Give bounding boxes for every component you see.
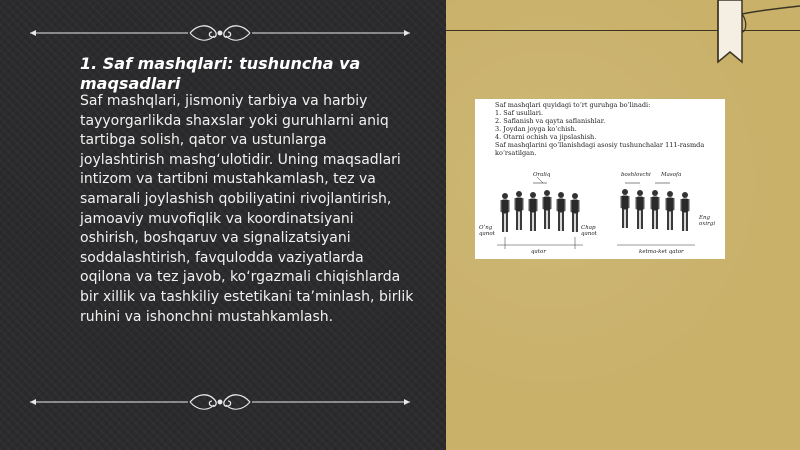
figure-label-oraliq: Oraliq [533,172,551,178]
figure-label-ketma-ket: ketma-ket qator [639,249,684,255]
figure-text-line: Saf mashqlari quyidagi to‘rt guruhga bo‘linadi: [495,101,651,109]
slide-body-text: Saf mashqlari, jismoniy tarbiya va harbiy tayyorgarlikda shaxslar yoki guruhlarni aniq tartibga solish, qator va ustunlarga joylashtirish mashg‘ulotidir. Uning maqsadlari intizom va tartibni mustahkamlash, tez va samarali joylashish qobiliyatini rivojlantirish, jamoaviy muvofiqlik va koordinatsiyani oshirish, boshqaruv va signalizatsiyani soddalashtirish, favqulodda vaziyatlarda oqilona va tez javob, ko‘rgazmali chiqishlarda bir xillik va tashkiliy estetikani ta’minlash, birlik ruhini va ishonchni mustahkamlash. [80,93,414,325]
figure-text-line: 4. Otarni ochish va jipslashish. [495,133,597,141]
figure-text-line: ko‘rsatilgan. [495,149,537,157]
ornament-top-icon [30,22,410,44]
slide-title: 1. Saf mashqlari: tushuncha va maqsadlari [80,54,361,93]
ornament-bottom-icon [30,391,410,413]
figure-text-line: 2. Saflanish va qayta saflanishlar. [495,117,606,125]
figure-text-line: 3. Joydan joyga ko‘chish. [495,125,577,133]
figure-text-line: 1. Saf usullari. [495,109,544,117]
figure-label-chap-qanot: Chap qanot [581,225,597,237]
figure-label-boshlovchi: boshlovchi [621,172,651,178]
figure-label-masofa: Masofa [661,172,682,178]
figure-label-ong-qanot: O‘ng qanot [479,225,495,237]
figure-label-qator: qator [531,249,546,255]
figure-text-line: Saf mashqlarini qo‘llanishdagi asosiy tushunchalar 111-rasmda [495,141,705,149]
scroll-ornament-icon [712,0,800,80]
figure-label-eng-oxirgi: Eng oxirgi [699,215,716,227]
formation-figure-image [475,99,725,259]
